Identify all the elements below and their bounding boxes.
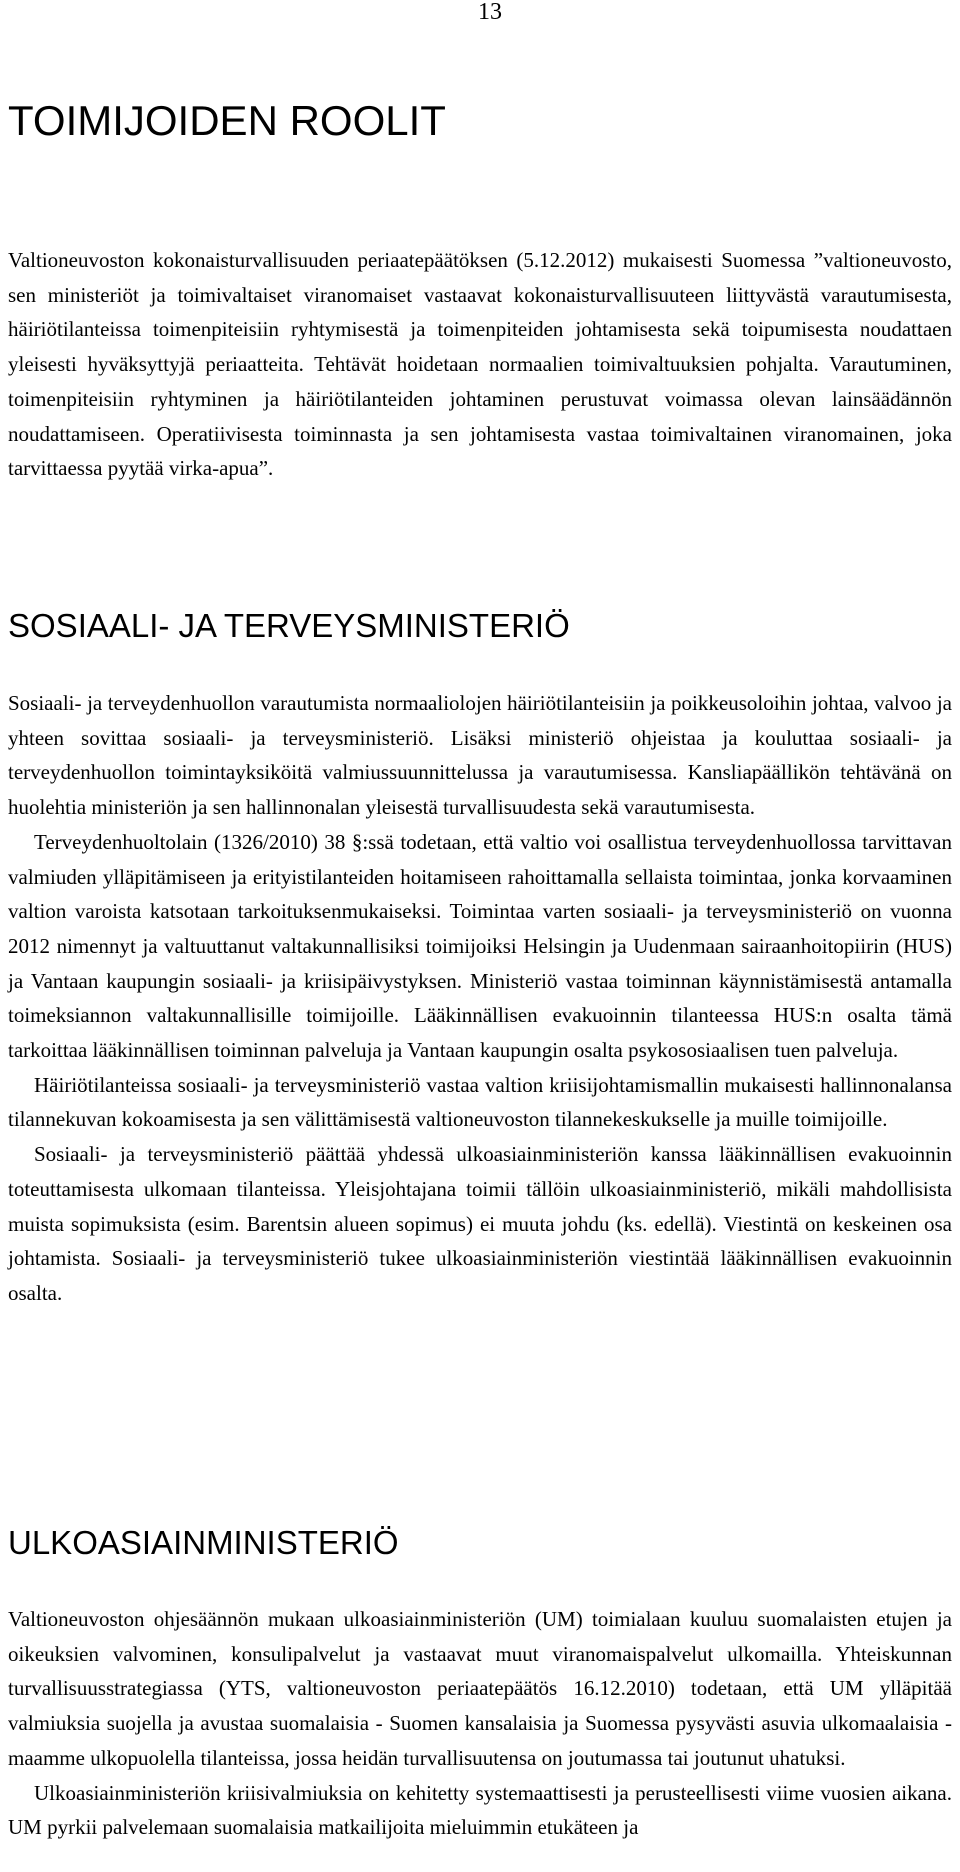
intro-section [8, 243, 952, 486]
section-body-stm [8, 686, 952, 1311]
paragraph: Häiriötilanteissa sosiaali- ja terveysministeriö vastaa valtion kriisijohtamismallin mukaisesti hallinnonalansa tilannekuvan kokoamisesta ja sen välittämisestä valtioneuvoston tilannekeskukselle ja muille toimijoille. [8, 1072, 952, 1132]
section-heading-stm: SOSIAALI- JA TERVEYSMINISTERIÖ [8, 607, 570, 644]
paragraph: Sosiaali- ja terveydenhuollon varautumista normaaliolojen häiriötilanteisiin ja poikkeusoloihin johtaa, valvoo ja yhteen sovittaa sosiaali- ja terveysministeriö. Lisäksi ministeriö ohjeistaa ja kouluttaa sosiaali- ja terveydenhuollon toimintayksiköitä valmiussuunnittelussa ja varautumisessa. Kansliapäällikön tehtävänä on huolehtia ministeriön ja sen hallinnonalan yleisestä turvallisuudesta sekä varautumisesta. [8, 691, 952, 820]
paragraph: Valtioneuvoston ohjesäännön mukaan ulkoasiainministeriön (UM) toimialaan kuuluu suomalaisten etujen ja oikeuksien valvominen, konsulipalvelut ja vastaavat muut viranomaispalvelut ulkomailla. Yhteiskunnan turvallisuusstrategiassa (YTS, valtioneuvoston periaatepäätös 16.12.2010) todetaan, että UM ylläpitää valmiuksia suojella ja avustaa suomalaisia - Suomen kansalaisia ja Suomessa pysyvästi asuvia ulkomaalaisia - maamme ulkopuolella tilanteissa, jossa heidän turvallisuutensa on joutumassa tai joutunut uhatuksi. [8, 1607, 952, 1770]
paragraph: Sosiaali- ja terveysministeriö päättää yhdessä ulkoasiainministeriön kanssa lääkinnällisen evakuoinnin toteuttamisesta ulkomaan tilanteissa. Yleisjohtajana toimii tällöin ulkoasiainministeriö, mikäli mahdollisista muista sopimuksista (esim. Barentsin alueen sopimus) ei muuta johdu (ks. edellä). Viestintä on keskeinen osa johtamista. Sosiaali- ja terveysministeriö tukee ulkoasiainministeriön viestintää lääkinnällisen evakuoinnin osalta. [8, 1142, 952, 1305]
intro-paragraph: Valtioneuvoston kokonaisturvallisuuden periaatepäätöksen (5.12.2012) mukaisesti Suomessa ”valtioneuvosto, sen ministeriöt ja toimivaltaiset viranomaiset vastaavat kokonaisturvallisuuteen liittyvästä varautumisesta, häiriötilanteissa toimenpiteisiin ryhtymisestä ja toimenpiteiden johtamisesta sekä toipumisesta noudattaen yleisesti hyväksyttyjä periaatteita. Tehtävät hoidetaan normaalien toimivaltuuksien pohjalta. Varautuminen, toimenpiteisiin ryhtyminen ja häiriötilanteiden johtaminen perustuvat voimassa olevan lainsäädännön noudattamiseen. Operatiivisesta toiminnasta ja sen johtamisesta vastaa toimivaltainen viranomainen, joka tarvittaessa pyytää virka-apua”. [8, 248, 952, 481]
main-heading: TOIMIJOIDEN ROOLIT [8, 97, 446, 144]
paragraph: Ulkoasiainministeriön kriisivalmiuksia on kehitetty systemaattisesti ja perusteellisesti viime vuosien aikana. UM pyrkii palvelemaan suomalaisia matkailijoita mieluimmin etukäteen ja [8, 1780, 952, 1840]
page-number: 13 [478, 0, 502, 25]
paragraph: Terveydenhuoltolain (1326/2010) 38 §:ssä todetaan, että valtio voi osallistua terveydenhuollossa tarvittavan valmiuden ylläpitämiseen ja erityistilanteiden hoitamiseen rahoittamalla sellaista toimintaa, jonka korvaaminen valtion varoista katsotaan tarkoituksenmukaiseksi. Toimintaa varten sosiaali- ja terveysministeriö on vuonna 2012 nimennyt ja valtuuttanut valtakunnallisiksi toimijoiksi Helsingin ja Uudenmaan sairaanhoitopiirin (HUS) ja Vantaan kaupungin sosiaali- ja kriisipäivystyksen. Ministeriö vastaa toiminnan käynnistämisestä antamalla toimeksiannon valtakunnallisille toimijoille. Lääkinnällisen evakuoinnin tilanteessa HUS:n osalta tämä tarkoittaa lääkinnällisen toiminnan palveluja ja Vantaan kaupungin osalta psykososiaalisen tuen palveluja. [8, 829, 952, 1063]
section-body-um [8, 1602, 952, 1845]
section-heading-um: ULKOASIAINMINISTERIÖ [8, 1524, 399, 1561]
